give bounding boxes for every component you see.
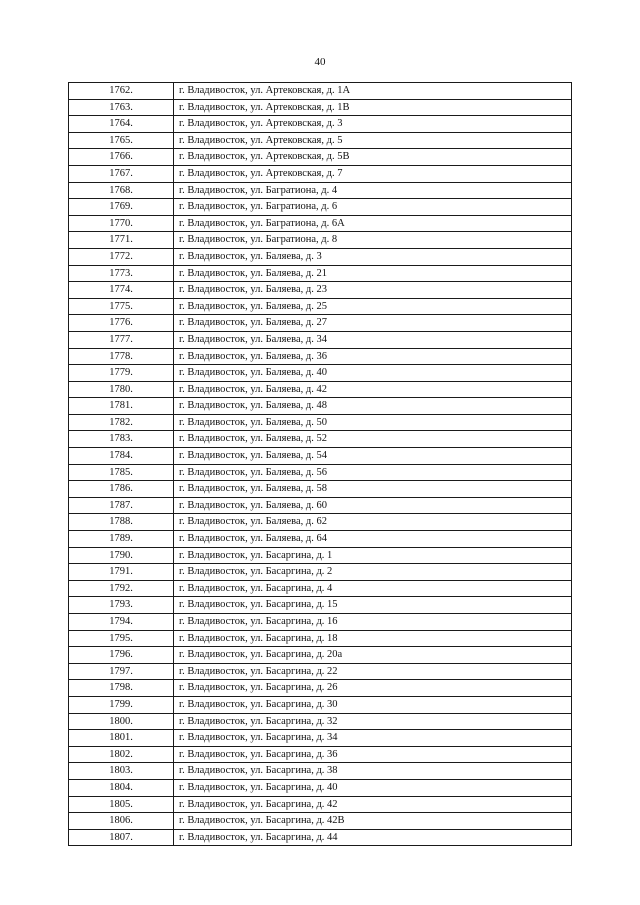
table-row xyxy=(69,99,572,116)
row-number-cell: 1776. xyxy=(69,315,174,332)
address-cell: г. Владивосток, ул. Басаргина, д. 36 xyxy=(174,746,572,763)
address-cell: г. Владивосток, ул. Басаргина, д. 40 xyxy=(174,779,572,796)
address-cell: г. Владивосток, ул. Басаргина, д. 16 xyxy=(174,614,572,631)
row-number-cell: 1768. xyxy=(69,182,174,199)
table-row xyxy=(69,829,572,846)
address-cell: г. Владивосток, ул. Баляева, д. 34 xyxy=(174,331,572,348)
row-number-cell: 1801. xyxy=(69,730,174,747)
address-cell: г. Владивосток, ул. Артековская, д. 5 xyxy=(174,132,572,149)
table-row xyxy=(69,448,572,465)
table-row xyxy=(69,414,572,431)
table-row xyxy=(69,746,572,763)
address-cell: г. Владивосток, ул. Баляева, д. 62 xyxy=(174,514,572,531)
row-number-cell: 1795. xyxy=(69,630,174,647)
table-row xyxy=(69,497,572,514)
table-row xyxy=(69,514,572,531)
table-row xyxy=(69,116,572,133)
row-number-cell: 1796. xyxy=(69,647,174,664)
address-cell: г. Владивосток, ул. Басаргина, д. 30 xyxy=(174,696,572,713)
row-number-cell: 1791. xyxy=(69,564,174,581)
table-row xyxy=(69,547,572,564)
table-row xyxy=(69,680,572,697)
row-number-cell: 1769. xyxy=(69,199,174,216)
table-row xyxy=(69,813,572,830)
row-number-cell: 1763. xyxy=(69,99,174,116)
address-cell: г. Владивосток, ул. Басаргина, д. 32 xyxy=(174,713,572,730)
row-number-cell: 1803. xyxy=(69,763,174,780)
address-cell: г. Владивосток, ул. Басаргина, д. 42 xyxy=(174,796,572,813)
address-cell: г. Владивосток, ул. Басаргина, д. 42В xyxy=(174,813,572,830)
address-cell: г. Владивосток, ул. Басаргина, д. 38 xyxy=(174,763,572,780)
address-cell: г. Владивосток, ул. Баляева, д. 27 xyxy=(174,315,572,332)
table-row xyxy=(69,365,572,382)
row-number-cell: 1793. xyxy=(69,597,174,614)
address-cell: г. Владивосток, ул. Багратиона, д. 8 xyxy=(174,232,572,249)
row-number-cell: 1778. xyxy=(69,348,174,365)
address-cell: г. Владивосток, ул. Басаргина, д. 34 xyxy=(174,730,572,747)
address-cell: г. Владивосток, ул. Артековская, д. 5В xyxy=(174,149,572,166)
row-number-cell: 1789. xyxy=(69,531,174,548)
table-row xyxy=(69,779,572,796)
row-number-cell: 1767. xyxy=(69,165,174,182)
row-number-cell: 1788. xyxy=(69,514,174,531)
row-number-cell: 1800. xyxy=(69,713,174,730)
row-number-cell: 1786. xyxy=(69,481,174,498)
row-number-cell: 1783. xyxy=(69,431,174,448)
table-row xyxy=(69,282,572,299)
table-row xyxy=(69,531,572,548)
address-cell: г. Владивосток, ул. Басаргина, д. 22 xyxy=(174,663,572,680)
table-row xyxy=(69,248,572,265)
table-row xyxy=(69,398,572,415)
address-cell: г. Владивосток, ул. Басаргина, д. 26 xyxy=(174,680,572,697)
address-cell: г. Владивосток, ул. Баляева, д. 42 xyxy=(174,381,572,398)
row-number-cell: 1780. xyxy=(69,381,174,398)
row-number-cell: 1779. xyxy=(69,365,174,382)
table-row xyxy=(69,215,572,232)
table-row xyxy=(69,713,572,730)
address-cell: г. Владивосток, ул. Баляева, д. 40 xyxy=(174,365,572,382)
table-row xyxy=(69,580,572,597)
table-row xyxy=(69,298,572,315)
row-number-cell: 1797. xyxy=(69,663,174,680)
table-row xyxy=(69,232,572,249)
address-cell: г. Владивосток, ул. Баляева, д. 3 xyxy=(174,248,572,265)
row-number-cell: 1771. xyxy=(69,232,174,249)
address-cell: г. Владивосток, ул. Басаргина, д. 4 xyxy=(174,580,572,597)
row-number-cell: 1782. xyxy=(69,414,174,431)
address-cell: г. Владивосток, ул. Баляева, д. 60 xyxy=(174,497,572,514)
row-number-cell: 1787. xyxy=(69,497,174,514)
address-cell: г. Владивосток, ул. Артековская, д. 1В xyxy=(174,99,572,116)
address-cell: г. Владивосток, ул. Баляева, д. 54 xyxy=(174,448,572,465)
row-number-cell: 1799. xyxy=(69,696,174,713)
table-row xyxy=(69,315,572,332)
table-row xyxy=(69,348,572,365)
table-row xyxy=(69,696,572,713)
address-cell: г. Владивосток, ул. Баляева, д. 50 xyxy=(174,414,572,431)
row-number-cell: 1785. xyxy=(69,464,174,481)
address-cell: г. Владивосток, ул. Артековская, д. 3 xyxy=(174,116,572,133)
address-cell: г. Владивосток, ул. Баляева, д. 56 xyxy=(174,464,572,481)
address-cell: г. Владивосток, ул. Басаргина, д. 44 xyxy=(174,829,572,846)
table-row xyxy=(69,199,572,216)
row-number-cell: 1802. xyxy=(69,746,174,763)
address-cell: г. Владивосток, ул. Баляева, д. 52 xyxy=(174,431,572,448)
row-number-cell: 1772. xyxy=(69,248,174,265)
table-row xyxy=(69,630,572,647)
row-number-cell: 1773. xyxy=(69,265,174,282)
address-cell: г. Владивосток, ул. Баляева, д. 48 xyxy=(174,398,572,415)
address-cell: г. Владивосток, ул. Баляева, д. 36 xyxy=(174,348,572,365)
address-cell: г. Владивосток, ул. Басаргина, д. 18 xyxy=(174,630,572,647)
address-cell: г. Владивосток, ул. Басаргина, д. 1 xyxy=(174,547,572,564)
address-cell: г. Владивосток, ул. Артековская, д. 7 xyxy=(174,165,572,182)
row-number-cell: 1774. xyxy=(69,282,174,299)
table-row xyxy=(69,265,572,282)
table-row xyxy=(69,614,572,631)
row-number-cell: 1766. xyxy=(69,149,174,166)
address-cell: г. Владивосток, ул. Баляева, д. 21 xyxy=(174,265,572,282)
table-row xyxy=(69,165,572,182)
address-table-body xyxy=(69,83,572,846)
table-row xyxy=(69,663,572,680)
address-table xyxy=(68,82,572,846)
row-number-cell: 1781. xyxy=(69,398,174,415)
table-row xyxy=(69,796,572,813)
row-number-cell: 1764. xyxy=(69,116,174,133)
table-row xyxy=(69,331,572,348)
address-cell: г. Владивосток, ул. Баляева, д. 23 xyxy=(174,282,572,299)
table-row xyxy=(69,464,572,481)
table-row xyxy=(69,647,572,664)
row-number-cell: 1775. xyxy=(69,298,174,315)
address-cell: г. Владивосток, ул. Багратиона, д. 6 xyxy=(174,199,572,216)
table-row xyxy=(69,149,572,166)
table-row xyxy=(69,481,572,498)
address-cell: г. Владивосток, ул. Багратиона, д. 4 xyxy=(174,182,572,199)
table-row xyxy=(69,564,572,581)
address-cell: г. Владивосток, ул. Басаргина, д. 2 xyxy=(174,564,572,581)
table-row xyxy=(69,132,572,149)
row-number-cell: 1765. xyxy=(69,132,174,149)
row-number-cell: 1762. xyxy=(69,83,174,100)
address-cell: г. Владивосток, ул. Баляева, д. 25 xyxy=(174,298,572,315)
address-cell: г. Владивосток, ул. Баляева, д. 64 xyxy=(174,531,572,548)
row-number-cell: 1770. xyxy=(69,215,174,232)
row-number-cell: 1798. xyxy=(69,680,174,697)
row-number-cell: 1777. xyxy=(69,331,174,348)
address-cell: г. Владивосток, ул. Басаргина, д. 15 xyxy=(174,597,572,614)
row-number-cell: 1805. xyxy=(69,796,174,813)
table-row xyxy=(69,182,572,199)
table-row xyxy=(69,730,572,747)
table-row xyxy=(69,431,572,448)
address-cell: г. Владивосток, ул. Баляева, д. 58 xyxy=(174,481,572,498)
address-cell: г. Владивосток, ул. Басаргина, д. 20а xyxy=(174,647,572,664)
address-cell: г. Владивосток, ул. Багратиона, д. 6А xyxy=(174,215,572,232)
row-number-cell: 1794. xyxy=(69,614,174,631)
row-number-cell: 1807. xyxy=(69,829,174,846)
row-number-cell: 1790. xyxy=(69,547,174,564)
address-cell: г. Владивосток, ул. Артековская, д. 1А xyxy=(174,83,572,100)
row-number-cell: 1784. xyxy=(69,448,174,465)
table-row xyxy=(69,381,572,398)
table-row xyxy=(69,763,572,780)
row-number-cell: 1804. xyxy=(69,779,174,796)
table-row xyxy=(69,83,572,100)
row-number-cell: 1792. xyxy=(69,580,174,597)
page-number: 40 xyxy=(314,56,326,68)
row-number-cell: 1806. xyxy=(69,813,174,830)
table-row xyxy=(69,597,572,614)
